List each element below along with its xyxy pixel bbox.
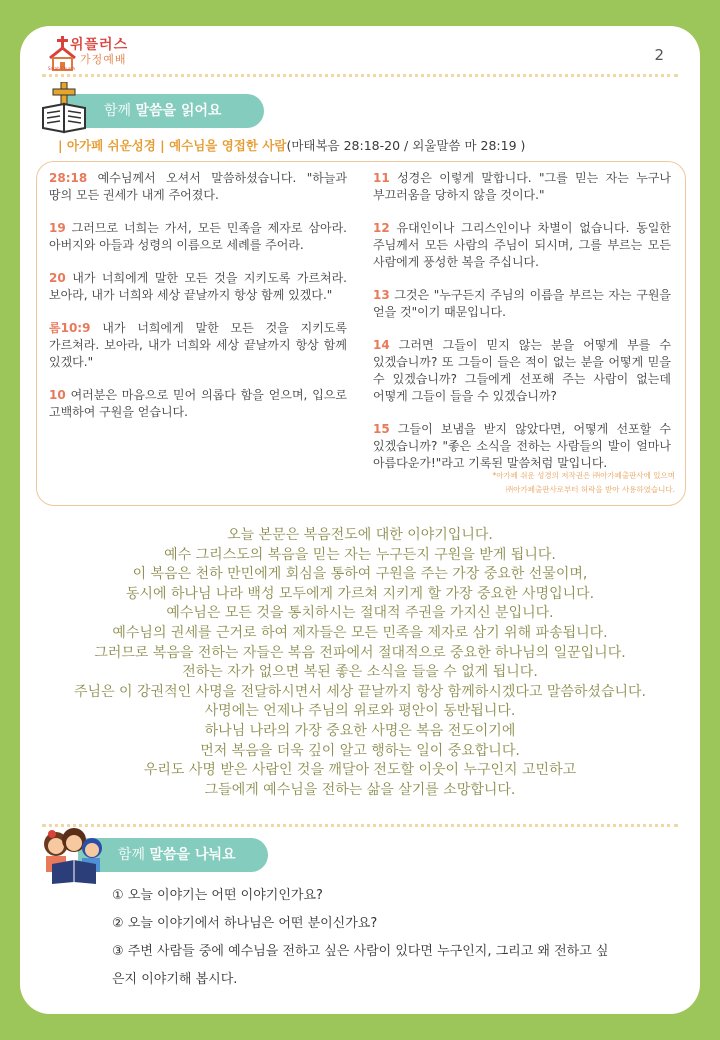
scripture-reference	[58, 136, 525, 154]
message-line: 그들에게 예수님을 전하는 삶을 살기를 소망합니다.	[204, 781, 516, 798]
sermon-message	[20, 526, 700, 800]
page-number: 2	[654, 46, 664, 64]
section-share-prefix: 함께	[118, 847, 150, 863]
verse-number: 11	[373, 171, 390, 185]
discussion-questions	[112, 882, 632, 994]
message-line: 이 복음은 천하 만민에게 회심을 통하여 구원을 주는 가장 중요한 선물이며,	[132, 566, 588, 583]
verse-text: 내가 너희에게 말한 모든 것을 지키도록 가르쳐라. 보아라, 내가 너희와 세상 끝날까지 항상 함께 있겠다."	[49, 321, 347, 369]
verse-number: 13	[373, 288, 390, 302]
verse-text: 그것은 "누구든지 주님의 이름을 부르는 자는 구원을 얻을 것"이기 때문입니다.	[373, 288, 671, 319]
verse-number: 10	[49, 388, 66, 402]
verse	[49, 220, 347, 254]
question-item: ③ 주변 사람들 중에 예수님을 전하고 싶은 사람이 있다면 누구인지, 그리고 왜 전하고 싶	[112, 944, 609, 959]
verse	[373, 170, 671, 204]
copyright-line: ㈜아가페출판사로부터 허락을 받아 사용하였습니다.	[505, 485, 675, 494]
church-logo	[48, 34, 158, 74]
worship-page	[20, 26, 700, 1014]
bible-column-right	[373, 170, 671, 488]
message-line: 하나님 나라의 가장 중요한 사명은 복음 전도이기에	[204, 722, 516, 739]
message-line: 그러므로 복음을 전하는 자들은 복음 전파에서 절대적으로 중요한 하나님의 일꾼입니다.	[94, 644, 626, 661]
logo-text-sub: 가정예배	[80, 53, 127, 66]
message-line: 동시에 하나님 나라 백성 모두에게 가르쳐 지키게 할 가장 중요한 사명입니다.	[125, 585, 595, 602]
message-line: 예수님은 모든 것을 통치하시는 절대적 주권을 가지신 분입니다.	[166, 605, 554, 622]
copyright-notice	[492, 469, 675, 497]
section-share-bold: 말씀을 나눠요	[149, 847, 236, 863]
section-read-prefix: 함께	[104, 103, 136, 119]
verse	[49, 170, 347, 204]
message-line: 예수님의 권세를 근거로 하여 제자들은 모든 민족을 제자로 삼기 위해 파송됩니다.	[112, 624, 608, 641]
message-line: 예수 그리스도의 복음을 믿는 자는 누구든지 구원을 받게 됩니다.	[164, 546, 556, 563]
verse-text: 내가 너희에게 말한 모든 것을 지키도록 가르쳐라. 보아라, 내가 너희와 세상 끝날까지 항상 함께 있겠다."	[49, 271, 347, 302]
section-read-header	[64, 94, 264, 128]
verse-number: 15	[373, 422, 390, 436]
bible-version-tag: | 아가페 쉬운성경 | 예수님을 영접한 사람	[58, 138, 287, 153]
message-line: 사명에는 언제나 주님의 위로와 평안이 동반됩니다.	[204, 703, 516, 720]
verse-text: 그러므로 너희는 가서, 모든 민족을 제자로 삼아라. 아버지와 아들과 성령의 이름으로 세례를 주어라.	[49, 221, 347, 252]
verse-text: 여러분은 마음으로 믿어 의롭다 함을 얻으며, 입으로 고백하여 구원을 얻습니다.	[49, 388, 347, 419]
verse-text: 그러면 그들이 믿지 않는 분을 어떻게 부를 수 있겠습니까? 또 그들이 들은 적이 없는 분을 어떻게 믿을 수 있겠습니까? 그들에게 선포해 주는 사람이 없는데 어떻게 그들이 들을 수 있겠습니까?	[373, 338, 671, 403]
verse-text: 유대인이나 그리스인이나 차별이 없습니다. 동일한 주님께서 모든 사람의 주님이 되시며, 그를 부르는 모든 사람에게 풍성한 복을 주십니다.	[373, 221, 671, 269]
bible-column-left	[49, 170, 347, 437]
verse	[49, 387, 347, 421]
section-read-bold: 말씀을 읽어요	[135, 103, 222, 119]
message-line: 먼저 복음을 더욱 깊이 알고 행하는 일이 중요합니다.	[200, 742, 520, 759]
divider-top	[42, 74, 678, 77]
logo-text-small: Sarah Church	[48, 66, 76, 71]
verse-text: 그들이 보냄을 받지 않았다면, 어떻게 선포할 수 있겠습니까? "좋은 소식을 전하는 사람들의 발이 얼마나 아름다운가!"라고 기록된 말씀처럼 말입니다.	[373, 422, 671, 470]
verse	[373, 220, 671, 271]
question-item: ② 오늘 이야기에서 하나님은 어떤 분이신가요?	[112, 916, 378, 931]
verse-number: 20	[49, 271, 66, 285]
verse-number: 롬10:9	[49, 321, 91, 335]
message-line: 오늘 본문은 복음전도에 대한 이야기입니다.	[227, 527, 493, 543]
logo-text-main: 위플러스	[70, 37, 129, 53]
verse-number: 19	[49, 221, 66, 235]
copyright-line: *아가페 쉬운 성경의 저작권은 ㈜아가페출판사에 있으며	[492, 471, 675, 480]
verse-text: 예수님께서 오셔서 말씀하셨습니다. "하늘과 땅의 모든 권세가 내게 주어졌다.	[49, 171, 347, 202]
verse-number: 12	[373, 221, 390, 235]
verse	[373, 287, 671, 321]
verse-number: 28:18	[49, 171, 88, 185]
verse	[373, 337, 671, 405]
bible-cross-icon	[40, 82, 90, 134]
divider-bottom	[42, 824, 678, 827]
bible-passage-refs: (마태복음 28:18-20 / 외울말씀 마 28:19 )	[286, 138, 526, 153]
verse	[49, 270, 347, 304]
message-line: 전하는 자가 없으면 복된 좋은 소식을 들을 수 없게 됩니다.	[182, 664, 538, 681]
verse	[373, 421, 671, 472]
message-line: 우리도 사명 받은 사람인 것을 깨달아 전도할 이웃이 누구인지 고민하고	[143, 762, 577, 779]
question-item: ① 오늘 이야기는 어떤 이야기인가요?	[112, 888, 323, 903]
verse-number: 14	[373, 338, 390, 352]
message-line: 주님은 이 강권적인 사명을 전달하시면서 세상 끝날까지 항상 함께하시겠다고 말씀하셨습니다.	[74, 683, 646, 700]
question-item: 은지 이야기해 봅시다.	[112, 972, 238, 987]
family-reading-icon	[38, 826, 110, 886]
verse-text: 성경은 이렇게 말합니다. "그를 믿는 자는 누구나 부끄러움을 당하지 않을 것이다."	[373, 171, 671, 202]
verse	[49, 320, 347, 371]
bible-text-box	[36, 161, 686, 506]
